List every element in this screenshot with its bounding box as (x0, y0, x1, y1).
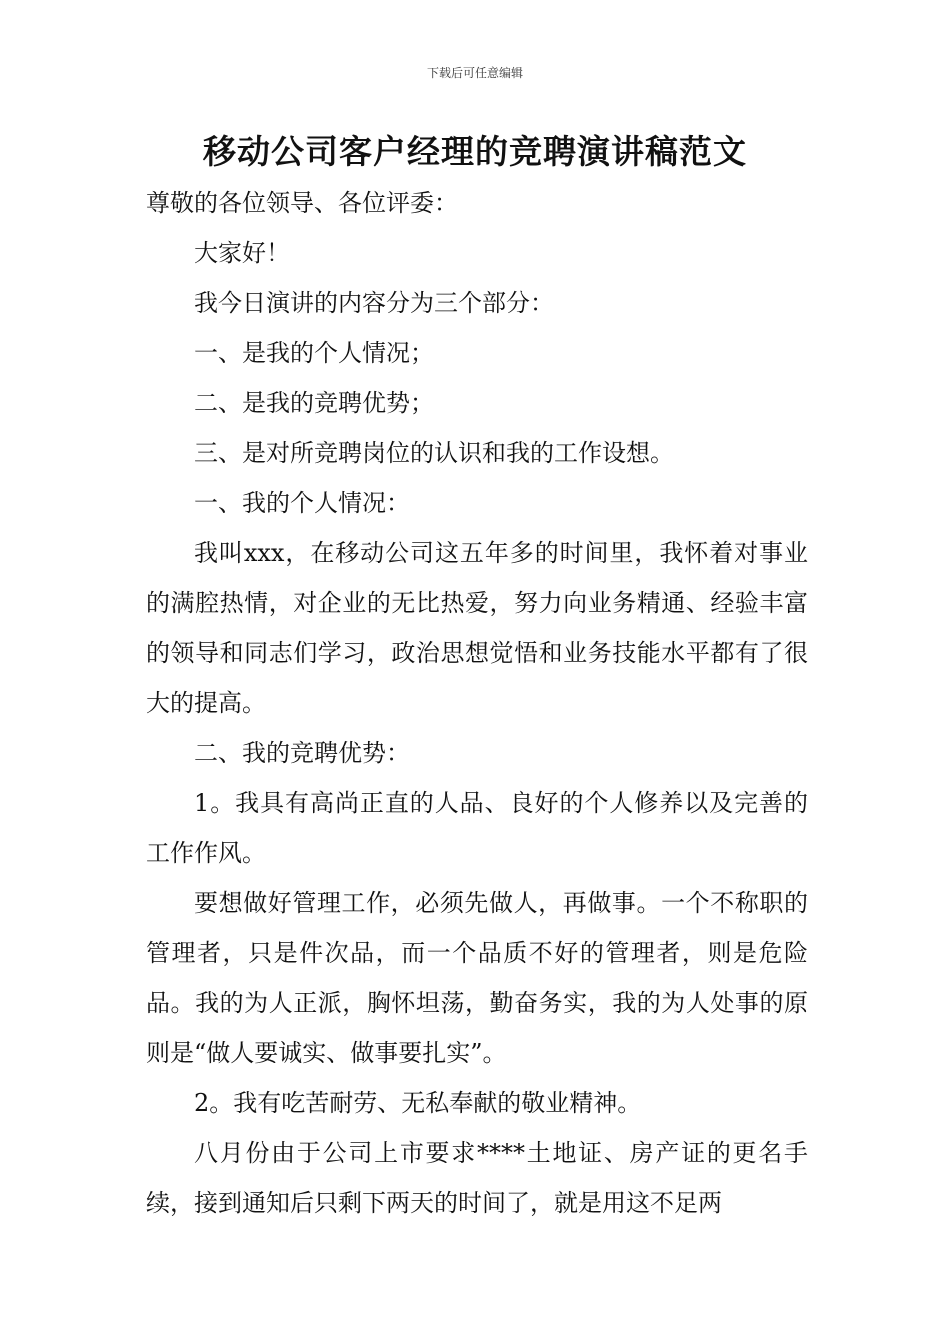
paragraph: 三、是对所竞聘岗位的认识和我的工作设想。 (194, 439, 674, 467)
header-note: 下载后可任意编辑 (426, 66, 523, 80)
paragraph: 我叫xxx，在移动公司这五年多的时间里，我怀着对事业的满腔热情，对企业的无比热爱，努力向业务精通、经验丰富的领导和同志们学习，政治思想觉悟和业务技能水平都有了很大的提高。 (146, 539, 808, 717)
paragraph: 我今日演讲的内容分为三个部分： (194, 289, 554, 317)
salutation: 尊敬的各位领导、各位评委： (146, 189, 458, 217)
paragraph: 2。我有吃苦耐劳、无私奉献的敬业精神。 (194, 1089, 642, 1117)
paragraph: 1。我具有高尚正直的人品、良好的个人修养以及完善的工作作风。 (146, 789, 808, 867)
paragraph: 一、是我的个人情况； (194, 339, 434, 367)
paragraph: 要想做好管理工作，必须先做人，再做事。一个不称职的管理者，只是件次品，而一个品质不好的管理者，则是危险品。我的为人正派，胸怀坦荡，勤奋务实，我的为人处事的原则是“做人要诚实、做事要扎实”。 (146, 889, 808, 1067)
paragraph: 二、是我的竞聘优势； (194, 389, 434, 417)
document-title: 移动公司客户经理的竞聘演讲稿范文 (203, 132, 747, 171)
paragraph: 八月份由于公司上市要求****土地证、房产证的更名手续，接到通知后只剩下两天的时间了，就是用这不足两 (146, 1139, 808, 1217)
document-body (146, 178, 808, 1228)
section-heading: 二、我的竞聘优势： (194, 739, 410, 767)
paragraph: 大家好！ (194, 239, 290, 267)
section-heading: 一、我的个人情况： (194, 489, 410, 517)
